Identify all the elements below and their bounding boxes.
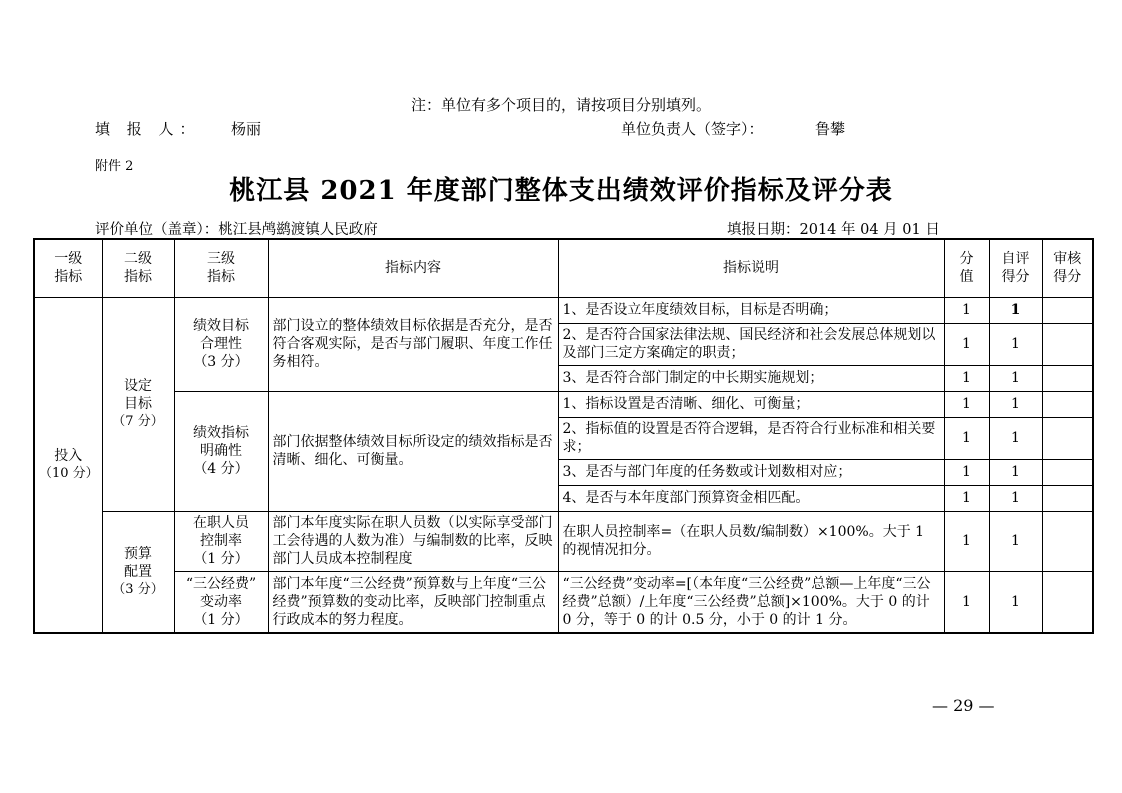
audit-score-cell (1042, 323, 1093, 365)
header-self-score: 自评 得分 (989, 239, 1042, 297)
level3-cell: “三公经费” 变动率 （1 分） (174, 571, 268, 633)
score-cell: 1 (944, 323, 989, 365)
audit-score-cell (1042, 459, 1093, 485)
head-label: 单位负责人（签字）： (621, 120, 764, 138)
level3-cell: 绩效指标 明确性 （4 分） (174, 391, 268, 511)
content-cell: 部门依据整体绩效目标所设定的绩效指标是否清晰、细化、可衡量。 (268, 391, 558, 511)
score-table (33, 238, 1094, 634)
header-level2: 二级 指标 (102, 239, 174, 297)
level3-cell: 在职人员 控制率 （1 分） (174, 511, 268, 571)
explanation-cell: “三公经费”变动率=[（本年度“三公经费”总额—上年度“三公经费”总额）/上年度“三公经费”总额]×100%。大于 0 的计 0 分，等于 0 的计 0.5 分，小于 0 的计 1 分。 (558, 571, 944, 633)
table-row (34, 571, 1093, 633)
score-cell: 1 (944, 511, 989, 571)
table-row (34, 511, 1093, 571)
explanation-cell: 3、是否符合部门制定的中长期实施规划； (558, 365, 944, 391)
note: 注：单位有多个项目的，请按项目分别填列。 (410, 96, 711, 114)
audit-score-cell (1042, 511, 1093, 571)
score-cell: 1 (944, 459, 989, 485)
header-audit-score: 审核 得分 (1042, 239, 1093, 297)
page-number: — 29 — (932, 696, 995, 715)
header-level3: 三级 指标 (174, 239, 268, 297)
head-name: 鲁攀 (815, 120, 846, 138)
header-content: 指标内容 (268, 239, 558, 297)
header-explanation: 指标说明 (558, 239, 944, 297)
content-cell: 部门本年度“三公经费”预算数与上年度“三公经费”预算数的变动比率，反映部门控制重点行政成本的努力程度。 (268, 571, 558, 633)
self-score-cell: 1 (989, 459, 1042, 485)
header-row (34, 239, 1093, 297)
explanation-cell: 3、是否与部门年度的任务数或计划数相对应； (558, 459, 944, 485)
audit-score-cell (1042, 417, 1093, 459)
content-cell: 部门设立的整体绩效目标依据是否充分，是否符合客观实际，是否与部门履职、年度工作任务相符。 (268, 297, 558, 391)
self-score-cell: 1 (989, 571, 1042, 633)
score-cell: 1 (944, 365, 989, 391)
self-score-cell: 1 (989, 417, 1042, 459)
audit-score-cell (1042, 485, 1093, 511)
header-level1: 一级 指标 (34, 239, 102, 297)
attachment-label: 附件 2 (95, 159, 134, 174)
self-score-cell: 1 (989, 391, 1042, 417)
self-score-cell: 1 (989, 297, 1042, 323)
audit-score-cell (1042, 365, 1093, 391)
table-row (34, 297, 1093, 323)
explanation-cell: 在职人员控制率=（在职人员数/编制数）×100%。大于 1 的视情况扣分。 (558, 511, 944, 571)
header-score: 分 值 (944, 239, 989, 297)
audit-score-cell (1042, 571, 1093, 633)
score-cell: 1 (944, 417, 989, 459)
self-score-cell: 1 (989, 323, 1042, 365)
score-cell: 1 (944, 485, 989, 511)
eval-unit: 评价单位（盖章）：桃江县鸬鹚渡镇人民政府 (95, 222, 378, 238)
level1-cell: 投入 （10 分） (34, 297, 102, 633)
self-score-cell: 1 (989, 485, 1042, 511)
audit-score-cell (1042, 391, 1093, 417)
filler-label: 填 报 人： (95, 120, 201, 138)
filler-name: 杨丽 (231, 120, 262, 138)
audit-score-cell (1042, 297, 1093, 323)
explanation-cell: 2、是否符合国家法律法规、国民经济和社会发展总体规划以及部门三定方案确定的职责； (558, 323, 944, 365)
table-row (34, 391, 1093, 417)
explanation-cell: 1、是否设立年度绩效目标，目标是否明确； (558, 297, 944, 323)
level2-cell-goal: 设定 目标 （7 分） (102, 297, 174, 511)
fill-date: 填报日期：2014 年 04 月 01 日 (727, 222, 940, 238)
score-cell: 1 (944, 571, 989, 633)
self-score-cell: 1 (989, 511, 1042, 571)
content-cell: 部门本年度实际在职人员数（以实际享受部门工会待遇的人数为准）与编制数的比率，反映部门人员成本控制程度 (268, 511, 558, 571)
page-title: 桃江县 2021 年度部门整体支出绩效评价指标及评分表 (229, 176, 893, 206)
explanation-cell: 2、指标值的设置是否符合逻辑，是否符合行业标准和相关要求； (558, 417, 944, 459)
level3-cell: 绩效目标 合理性 （3 分） (174, 297, 268, 391)
score-cell: 1 (944, 391, 989, 417)
explanation-cell: 1、指标设置是否清晰、细化、可衡量； (558, 391, 944, 417)
level2-cell-budget: 预算 配置 （3 分） (102, 511, 174, 633)
self-score-cell: 1 (989, 365, 1042, 391)
explanation-cell: 4、是否与本年度部门预算资金相匹配。 (558, 485, 944, 511)
score-cell: 1 (944, 297, 989, 323)
